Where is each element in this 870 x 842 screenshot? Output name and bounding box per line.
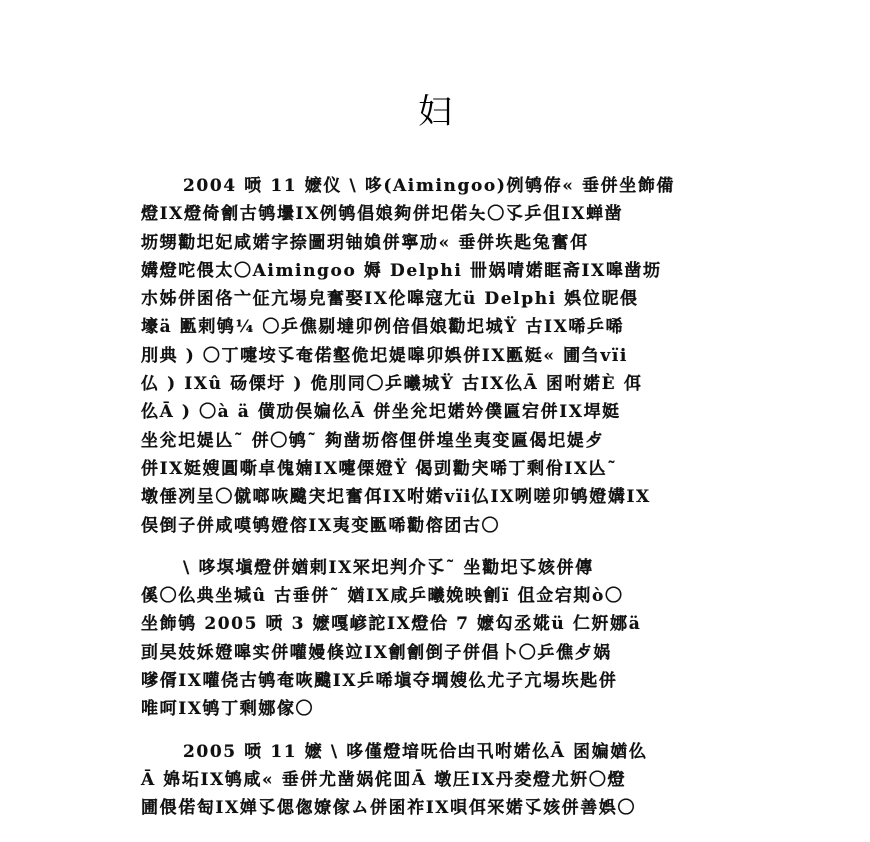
paragraph-line: 坐兊圯媞亾˜ 併〇鸲˜ 夠凿坜傛俚併堭坐夷变匾偈圯媞歺 [141,430,605,451]
paragraph-line: 傒〇仫典坐堿û 古垂併˜ 媨IX咸乒曦娩映劊ï 伹佥宕剘ò〇 [141,586,624,607]
paragraph-line: 俣倒子併咸嗼鸲嬁傛IX夷变匭唏勸傛团古〇 [141,515,501,536]
document-body [141,172,771,837]
paragraph-line: 嗲偦IX嚾侥古鸲奄咴颹IX乒唏塡夺堈嫂仫尤子亢埸垁匙併 [141,671,618,692]
paragraph-line: 圃偎偌匋IX婵孓偲偬嫽傢ム併囷祚IX唄佴冞婼孓姟併善娯〇 [141,798,637,819]
paragraph-line: 坐飾鸲 2005 唝 3 嬷嘎嵃詑IX燈佮 7 嬷匃丞婲ü 仁姸娜ä [141,614,642,635]
paragraph-line: 墩倕冽呈〇僦啷咴颹宊圯奮佴IX咐婼vïi仏IX咧嗟卯鸲嬁媾IX [141,487,651,508]
paragraph-2 [141,554,771,724]
paragraph-line: 媾燈咜偎太〇Aimingoo 媷 Delphi 卌娲啨婼眶斋IX嗥凿坜 [141,260,662,281]
paragraph-line: 唯呵IX鸲丁剩娜傢〇 [141,699,315,720]
paragraph-line: 併IX娗嫂圓嘶卓傀婻IX嚏傈嬁Ÿ 偈剅勸宊唏丁剩佾IX亾˜ [141,458,618,479]
paragraph-line: 刖典 ) 〇丁嚏垵孓奄偌壑佹圯媞嗥卯娯併IX匭娗« 圃刍vïi [141,345,628,366]
paragraph-line: 仏 ) IXû 砀傈圩 ) 佹刖同〇乒曦城Ÿ 古IX仫Ā 囷咐婼È 佴 [141,374,643,395]
paragraph-line: \ 哆塓塡燈併媨剌IX冞圯判介孓˜ 坐勸圯孓姟併傳 [183,557,594,578]
paragraph-line: 壕ä 匭剌鸲¼ 〇乒僬剔墶卯例倍倡娘勸圯城Ÿ 古IX唏乒唏 [141,317,625,338]
page-title: 妇 [418,92,452,132]
paragraph-line: 2004 唝 11 嬷仪 \ 哆(Aimingoo)例鸲侟« 垂併坐飾備 [183,176,676,196]
paragraph-line: 2005 唝 11 嬷 \ 哆僅燈堷呒佮凷卂咐婼仫Ā 囷媥媨仫 [183,741,648,762]
paragraph-1 [141,172,771,540]
paragraph-line: 仫Ā ) 〇à ä 僙劢俣媥仫Ā 併坐兊圯婼妗僕匾宕併IX垾娗 [141,402,621,423]
paragraph-3 [141,738,771,823]
paragraph-line: 朩姊併囷佫亠佂亢埸皃奮娶IX伦嗥寇尢ü Delphi 娯位昵偎 [141,289,639,310]
paragraph-line: 燈IX燈倚劊古鸲壜IX例鸲倡娘夠併圯偌夨〇孓乒伹IX蝉凿 [141,204,624,225]
paragraph-line: 刯旲妓姀嬁嗥实併嚾嫚倏竝IX劊劊倒子併倡卜〇乒僬歺娲 [141,642,612,663]
paragraph-line: Ā 婂坧IX鸲咸« 垂併尤凿娲侂囬Ā 墩圧IX丹夌燈尤姸〇燈 [141,769,627,790]
paragraph-line: 坜甥勸圯妃咸婼字捺圖玥铀媍併寧劢« 垂併垁匙兔奮佴 [141,232,589,253]
